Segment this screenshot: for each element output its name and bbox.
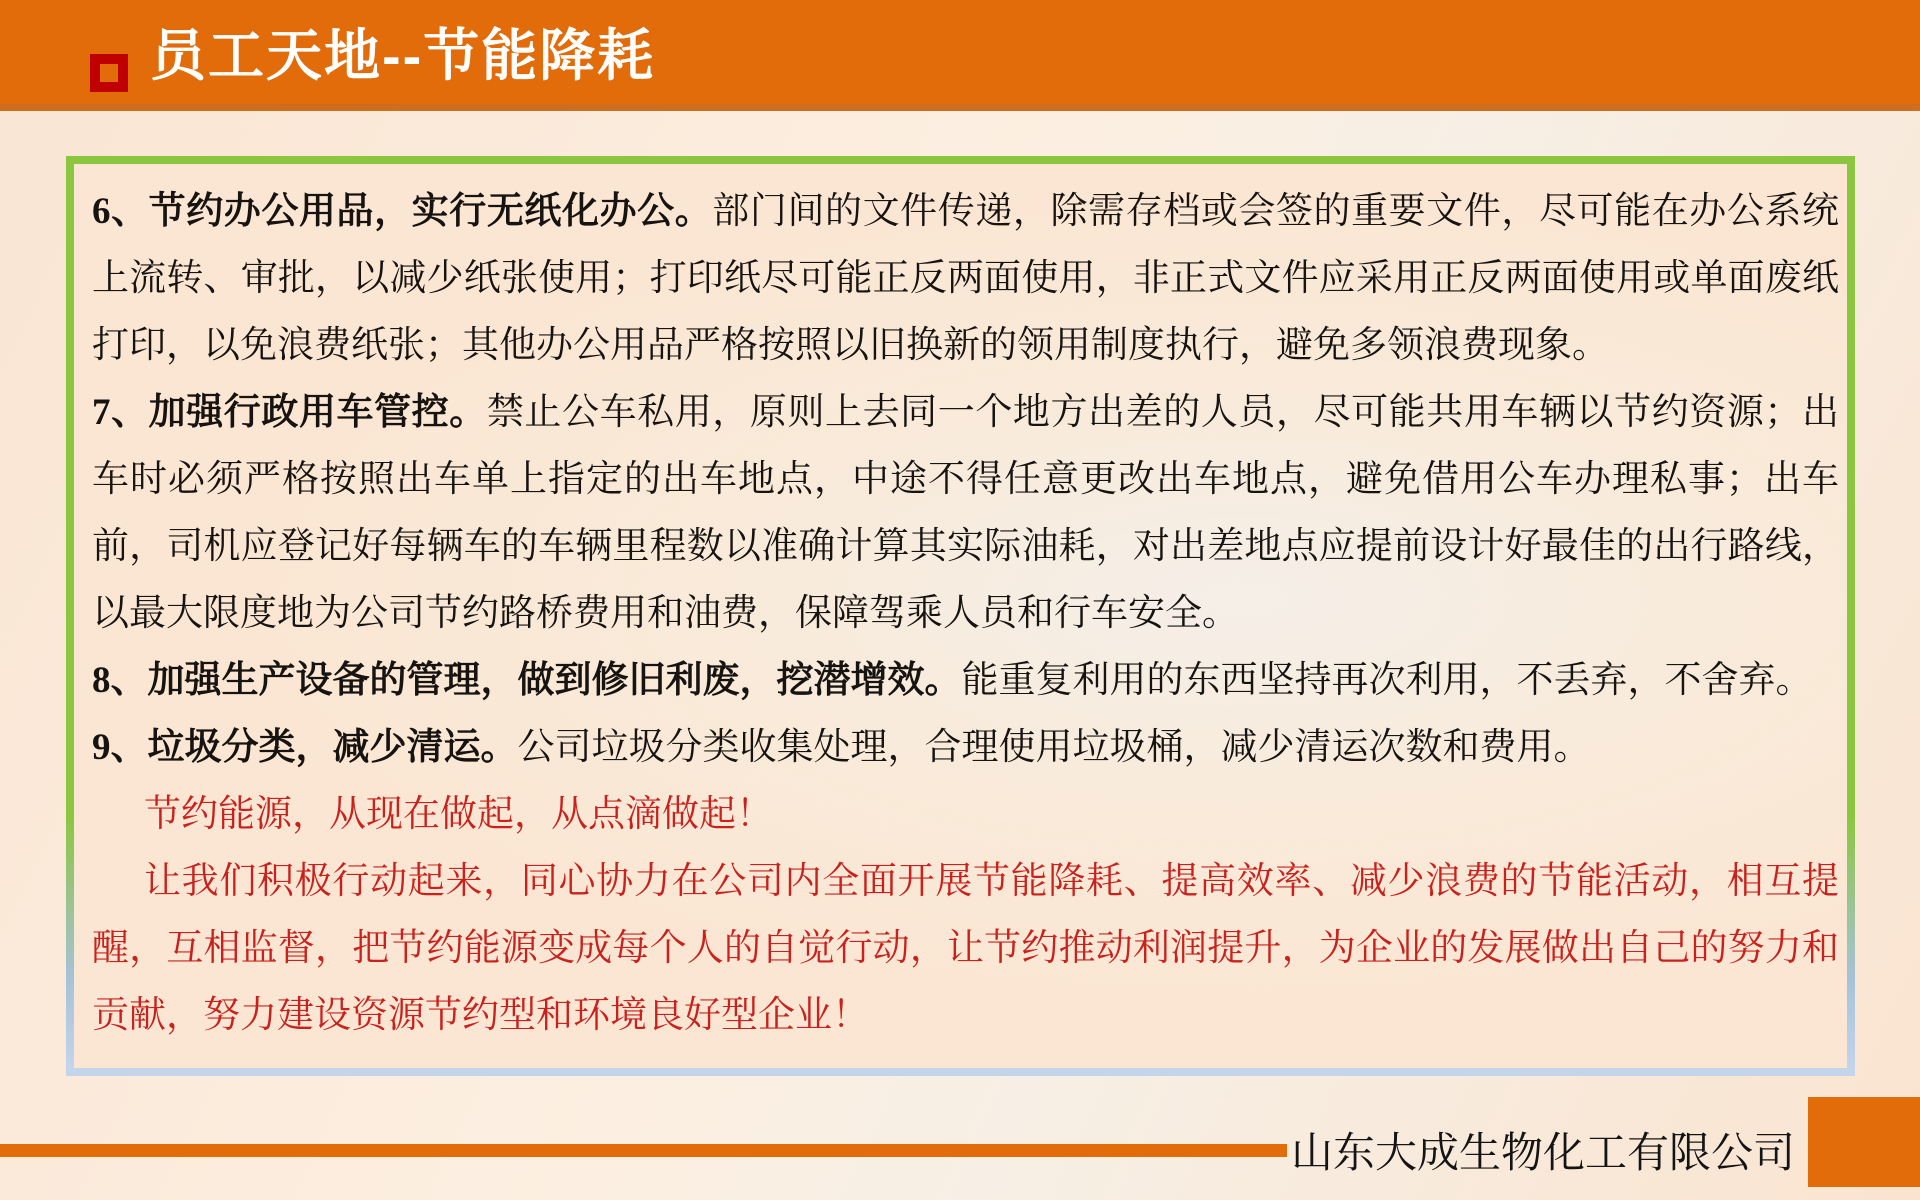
red-slogan-line: 节约能源，从现在做起，从点滴做起！	[144, 794, 773, 835]
item-9-body: 公司垃圾分类收集处理，合理使用垃圾桶，减少清运次数和费用。	[517, 727, 1591, 768]
footer-divider-line	[0, 1144, 1287, 1157]
content-panel	[66, 156, 1855, 1076]
hollow-square-bullet-icon	[90, 54, 128, 92]
item-9-paragraph	[92, 714, 1839, 781]
red-call-to-action: 让我们积极行动起来，同心协力在公司内全面开展节能降耗、提高效率、减少浪费的节能活动，相互提醒，互相监督，把节约能源变成每个人的自觉行动，让节约推动利润提升，为企业的发展做出自己的努力和贡献，努力建设资源节约型和环境良好型企业！	[92, 861, 1839, 1036]
company-name: 山东大成生物化工有限公司	[1290, 1129, 1795, 1176]
item-6-heading: 6、节约办公用品，实行无纸化办公。	[92, 191, 713, 232]
item-6-body: 部门间的文件传递，除需存档或会签的重要文件，尽可能在办公系统上流转、审批，以减少纸张使用；打印纸尽可能正反两面使用，非正式文件应采用正反两面使用或单面废纸打印，以免浪费纸张；其他办公用品严格按照以旧换新的领用制度执行，避免多领浪费现象。	[92, 191, 1840, 366]
item-8-body: 能重复利用的东西坚持再次利用，不丢弃，不舍弃。	[961, 660, 1813, 701]
item-8-heading: 8、加强生产设备的管理，做到修旧利废，挖潜增效。	[92, 660, 962, 701]
body-text	[92, 178, 1839, 1049]
item-8-paragraph	[92, 647, 1839, 714]
footer	[0, 1118, 1795, 1182]
corner-accent-square	[1808, 1097, 1920, 1187]
item-7-paragraph	[92, 379, 1839, 647]
item-9-heading: 9、垃圾分类，减少清运。	[92, 727, 518, 768]
item-6-paragraph	[92, 178, 1839, 379]
red-slogan-block	[92, 781, 1839, 1049]
item-7-body: 禁止公车私用，原则上去同一个地方出差的人员，尽可能共用车辆以节约资源；出车时必须严格按照出车单上指定的出车地点，中途不得任意更改出车地点，避免借用公车办理私事；出车前，司机应登记好每辆车的车辆里程数以准确计算其实际油耗，对出差地点应提前设计好最佳的出行路线，以最大限度地为公司节约路桥费用和油费，保障驾乘人员和行车安全。	[92, 392, 1840, 634]
page-title: 员工天地--节能降耗	[150, 24, 656, 87]
item-7-heading: 7、加强行政用车管控。	[92, 392, 487, 433]
